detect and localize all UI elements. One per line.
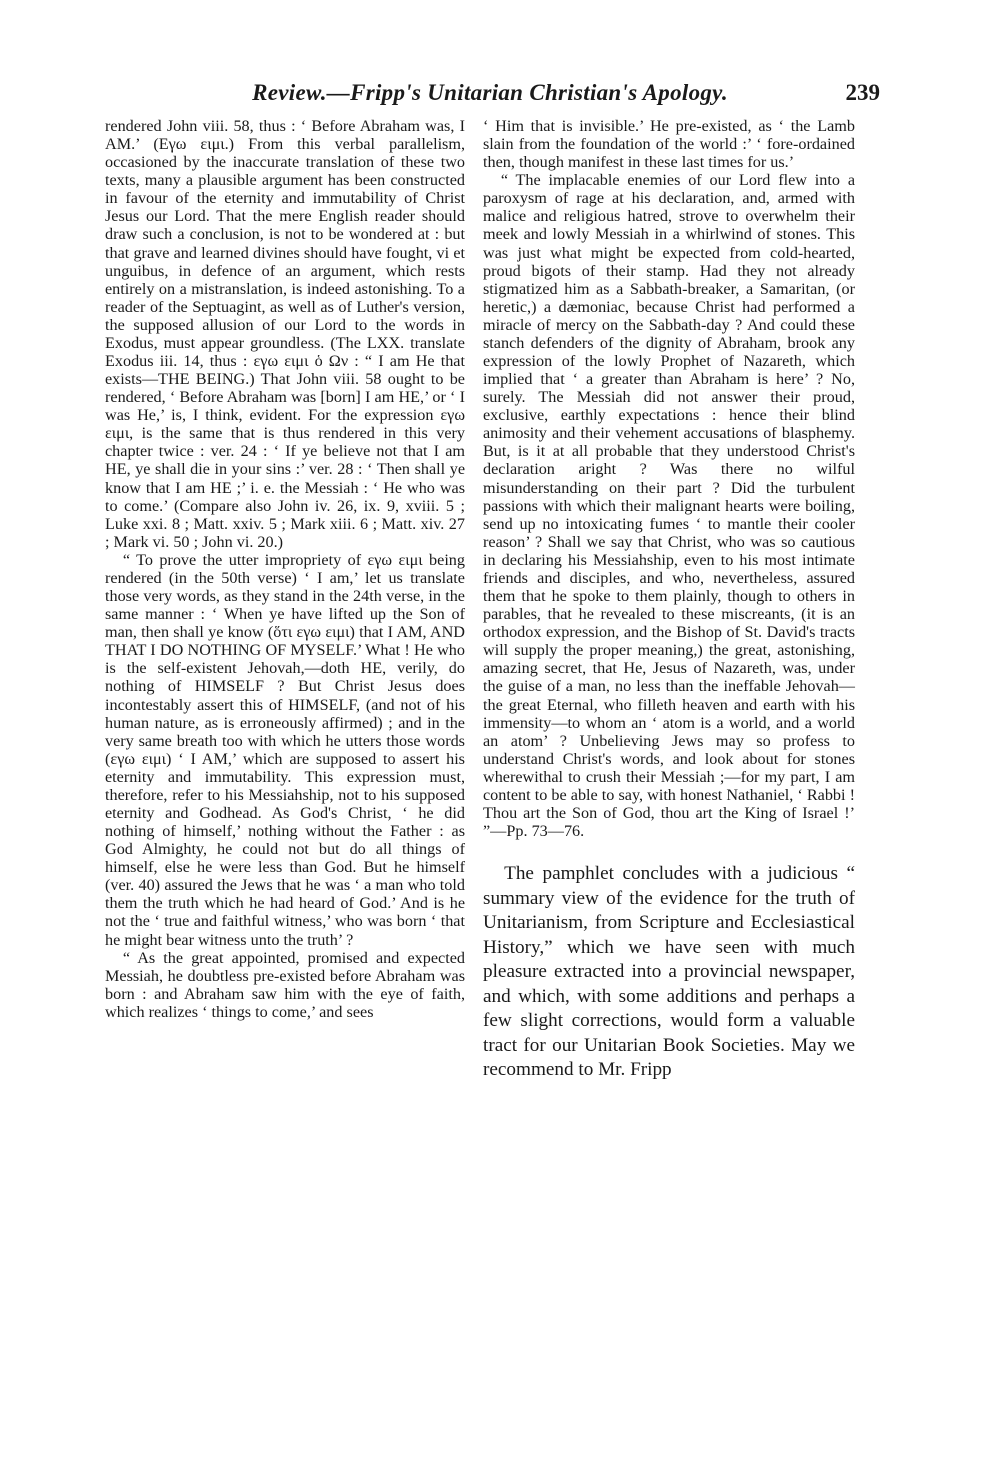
right-paragraph-conclusion: The pamphlet concludes with a judicious “ summary view of the evidence for the truth of Unitarianism, from Scripture and Ecclesiastical History,” which we have seen with much pleasure extracted into a provincial newspaper, and which, with some additions and perhaps a few slight corrections, would form a valuable tract for our Unitarian Book Societies. May we recommend to Mr. Fripp: [483, 863, 855, 1081]
running-title: Review.—Fripp's Unitarian Christian's Apology.: [252, 80, 728, 105]
right-paragraph-2: “ The implacable enemies of our Lord flew into a paroxysm of rage at his declaration, and, armed with malice and religious hatred, strove to overwhelm their meek and lowly Messiah in a whirlwind of stones. This was just what might be expected from cold-hearted, proud bigots of their stamp. Had they not already stigmatized him as a Sabbath-breaker, a Samaritan, (or heretic,) a dæmoniac, because Christ had performed a miracle of mercy on the Sabbath-day ? And could these stanch defenders of the dignity of Abraham, brook any expression of the lowly Prophet of Nazareth, which implied that ‘ a greater than Abraham is here’ ? No, surely. The Messiah did not answer their proud, exclusive, earthly expectations : hence their blind animosity and their vehement accusations of blasphemy. But, is it at all probable that they understood Christ's declaration aright ? Was there no wilful misunderstanding on their part ? Did the turbulent passions with which their malignant hearts were boiling, send up no intoxicating fumes ‘ to mantle their cooler reason’ ? Shall we say that Christ, who was so cautious in declaring his Messiahship, even to his most intimate friends and disciples, and who, nevertheless, assured them that he spoke to them plainly, though to others in parables, that he revealed to these miscreants, (it is an orthodox expression, and the Bishop of St. David's tracts will supply the proper meaning,) the great, astonishing, amazing secret, that He, Jesus of Nazareth, was, under the guise of a man, no less than the ineffable Jehovah—the great Eternal, who filleth heaven and earth with his immensity—to whom an ‘ atom is a world, and a world an atom’ ? Unbelieving Jews may so profess to understand Christ's words, and look about for stones wherewithal to crush their Messiah ;—for my part, I am content to be able to say, with honest Nathaniel, ‘ Rabbi ! Thou art the Son of God, thou art the King of Israel !’ ”—Pp. 73—76.: [483, 171, 855, 841]
right-paragraph-1: ‘ Him that is invisible.’ He pre-existed, as ‘ the Lamb slain from the foundation of the world :’ ‘ fore-ordained then, though manifest in these last times for us.’: [483, 117, 855, 172]
right-column: [483, 117, 855, 1083]
page-number: 239: [845, 80, 880, 105]
left-paragraph-3: “ As the great appointed, promised and expected Messiah, he doubtless pre-existed before Abraham was born : and Abraham saw him with the eye of faith, which realizes ‘ things to come,’ and sees: [105, 948, 465, 1021]
left-column: [105, 117, 465, 1021]
left-paragraph-1: rendered John viii. 58, thus : ‘ Before Abraham was, I AM.’ (Εγω ειμι.) From this verbal parallelism, occasioned by the inaccurate translation of these two texts, many a plausible argument has been constructed in favour of the eternity and immutability of Christ Jesus our Lord. That the mere English reader should draw such a conclusion, is not to be wondered at : but that grave and learned divines should have fought, vi et unguibus, in defence of an argument, which rests entirely on a mistranslation, is indeed astonishing. To a reader of the Septuagint, as well as of Luther's version, the supposed allusion of our Lord to the words in Exodus, must appear groundless. (The LXX. translate Exodus iii. 14, thus : εγω ειμι ὁ Ων : “ I am He that exists—THE BEING.) That John viii. 58 ought to be rendered, ‘ Before Abraham was [born] I am HE,’ or ‘ I was He,’ is, I think, evident. For the expression εγω ειμι, is the same that is thus rendered in this very chapter twice : ver. 24 : ‘ If ye believe not that I am HE, ye shall die in your sins :’ ver. 28 : ‘ Then shall ye know that I am HE ;’ i. e. the Messiah : ‘ He who was to come.’ (Compare also John iv. 26, ix. 9, xviii. 5 ; Luke xxi. 8 ; Matt. xxiv. 5 ; Mark xiii. 6 ; Matt. xiv. 27 ; Mark vi. 50 ; John vi. 20.): [105, 117, 465, 551]
left-paragraph-2: “ To prove the utter impropriety of εγω ειμι being rendered (in the 50th verse) ‘ I am,’ let us translate those very words, as they stand in the 24th verse, in the same manner : ‘ When ye have lifted up the Son of man, then shall ye know (ὅτι εγω ειμι) that I AM, AND THAT I DO NOTHING OF MYSELF.’ What ! He who is the self-existent Jehovah,—doth HE, verily, do nothing of HIMSELF ? But Christ Jesus does incontestably assert this of HIMSELF, (and not of his human nature, as is erroneously affirmed) ; and in the very same breath too with which he utters those words (εγω ειμι) ‘ I AM,’ which are supposed to assert his eternity and immutability. This expression must, therefore, refer to his Messiahship, not to his supposed eternity and Godhead. As God's Christ, ‘ he did nothing of himself,’ nothing without the Father : as God Almighty, he could not but do all things of himself, else he were less than God. But he himself (ver. 40) assured the Jews that he was ‘ a man who told them the truth which he had heard of God.’ And is he not the ‘ true and faithful witness,’ who was born ‘ that he might bear witness unto the truth’ ?: [105, 550, 465, 949]
page-header: [100, 80, 880, 116]
